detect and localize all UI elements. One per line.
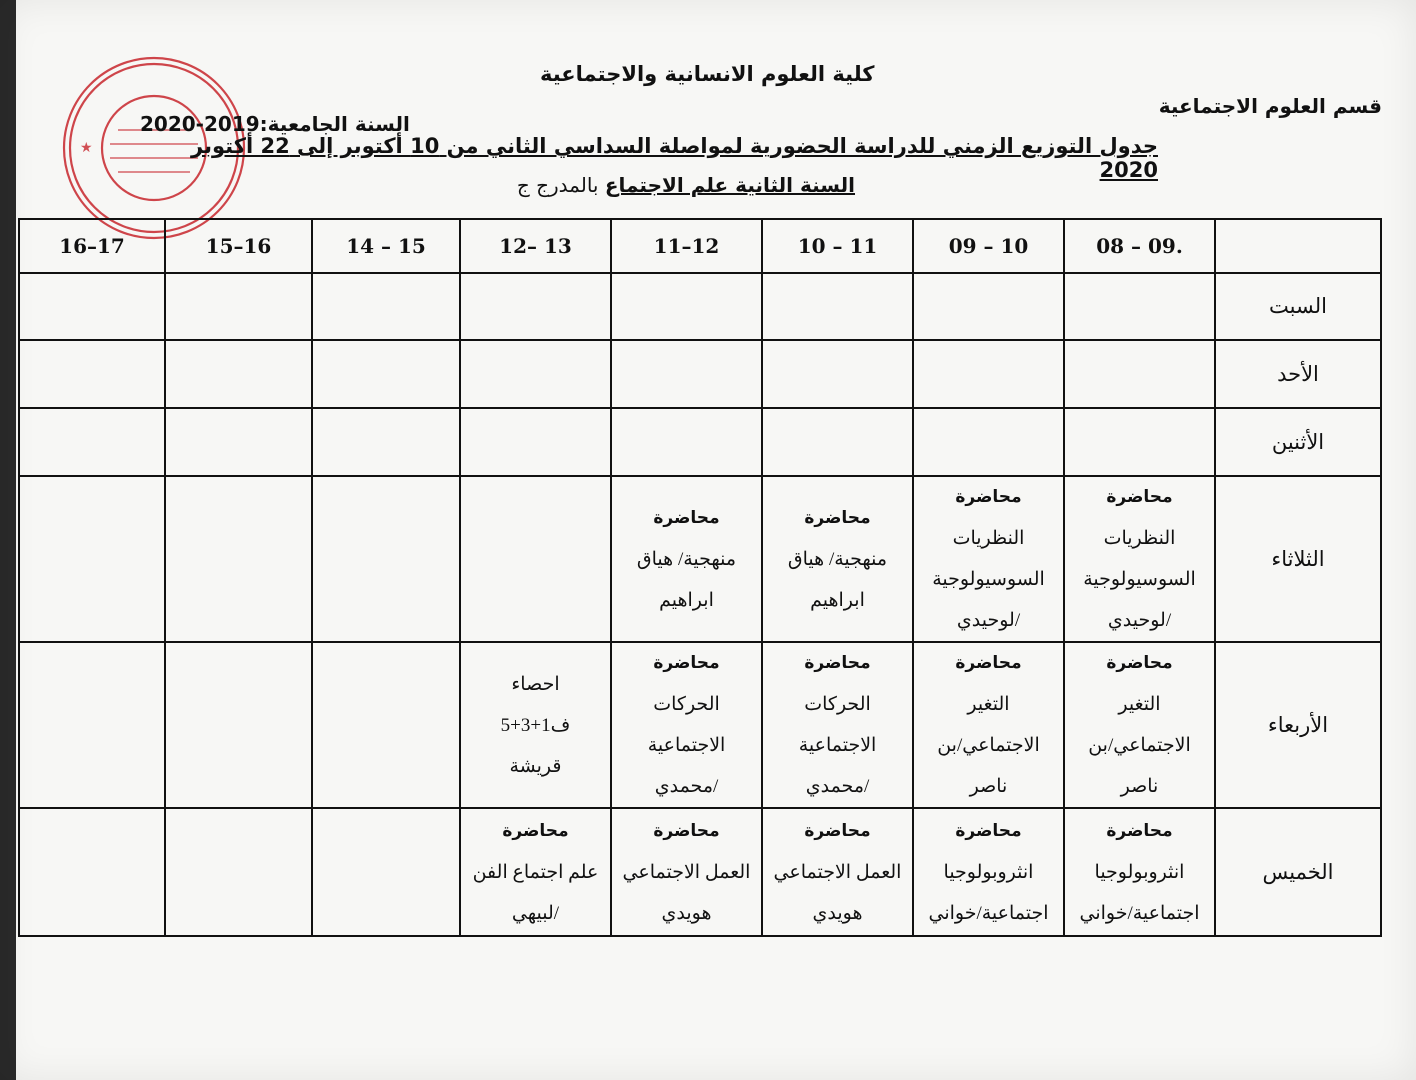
schedule-cell [913,273,1064,340]
table-row [19,273,1381,340]
session-line: التغير [967,694,1010,715]
corner-cell [1215,219,1381,273]
session-line: /لوحيدي [956,610,1021,631]
session-type: محاضرة [502,820,569,841]
session-type: محاضرة [955,820,1022,841]
session-line: السوسيولوجية [1083,569,1196,590]
session-type: محاضرة [653,507,720,528]
session-line: الاجتماعي/بن [937,735,1040,756]
schedule-cell [165,408,312,476]
session-type: محاضرة [804,653,871,673]
schedule-cell [762,476,913,642]
schedule-cell [460,808,611,936]
svg-text:★: ★ [80,140,93,156]
schedule-cell [1064,808,1215,936]
schedule-cell [611,408,762,476]
schedule-cell [165,476,312,642]
session-line: الاجتماعية [798,735,877,756]
session-type: محاضرة [653,653,720,673]
schedule-cell [762,340,913,408]
schedule-cell [165,642,312,808]
time-slot: .09 – 08 [1064,219,1215,273]
schedule-cell [611,476,762,642]
session-type: محاضرة [1106,487,1173,507]
schedule-cell [460,340,611,408]
schedule-cell [611,642,762,808]
session-line: ناصر [1120,776,1159,797]
session-line: /محمدي [654,776,719,797]
day-name: السبت [1215,273,1381,340]
table-row [19,340,1381,408]
schedule-cell [165,808,312,936]
department-name: قسم العلوم الاجتماعية [1158,94,1382,118]
time-slot: 15 – 14 [312,219,460,273]
session-line: ابراهيم [659,589,714,611]
session-line: ناصر [969,776,1008,797]
session-line: منهجية/ هياق [636,548,737,570]
session-line: الاجتماعية [647,735,726,756]
schedule-cell [1064,340,1215,408]
time-slot: 12–11 [611,219,762,273]
table-row [19,808,1381,936]
session-line: اجتماعية/خواني [928,902,1049,924]
day-name: الثلاثاء [1215,476,1381,642]
schedule-cell [460,408,611,476]
session-line: الحركات [653,694,720,715]
schedule-cell [913,808,1064,936]
schedule-cell [312,642,460,808]
session-type: محاضرة [804,507,871,528]
schedule-cell [19,273,165,340]
session-type: محاضرة [653,820,720,841]
schedule-cell [762,642,913,808]
time-slot: 17–16 [19,219,165,273]
day-name: الأثنين [1215,408,1381,476]
session-line: اجتماعية/خواني [1079,902,1200,924]
schedule-cell [312,476,460,642]
table-row [19,476,1381,642]
schedule-cell [913,642,1064,808]
schedule-cell [913,476,1064,642]
session-line: علم اجتماع الفن [472,861,599,883]
schedule-cell [1064,476,1215,642]
schedule-cell [762,808,913,936]
session-line: ابراهيم [810,589,865,611]
session-line: منهجية/ هياق [787,548,888,570]
schedule-cell [312,408,460,476]
session-line: العمل الاجتماعي [622,861,751,883]
schedule-cell [1064,273,1215,340]
schedule-cell [19,340,165,408]
schedule-cell [19,408,165,476]
schedule-title-year: 2020 [1099,158,1158,182]
session-line: التغير [1118,694,1161,715]
time-slot: 16–15 [165,219,312,273]
day-name: الخميس [1215,808,1381,936]
schedule-cell [19,808,165,936]
schedule-cell [1064,642,1215,808]
schedule-cell [460,476,611,642]
time-slot: 11 – 10 [762,219,913,273]
session-line: العمل الاجتماعي [773,861,902,883]
session-line: السوسيولوجية [932,569,1045,590]
academic-year: السنة الجامعية:2019-2020 [140,112,410,136]
session-line: انثروبولوجيا [943,861,1034,883]
schedule-cell [611,340,762,408]
schedule-cell [19,642,165,808]
schedule-cell [913,340,1064,408]
schedule-cell [312,340,460,408]
session-line: النظريات [952,528,1025,549]
session-line: ف1+3+5 [500,714,571,736]
session-type: محاضرة [1106,820,1173,841]
schedule-cell [762,273,913,340]
hall-name: بالمدرج ج [516,173,605,197]
session-type: محاضرة [955,487,1022,507]
session-type: محاضرة [1106,653,1173,673]
session-line: هويدي [812,902,863,924]
schedule-cell [611,273,762,340]
schedule-title-text: جدول التوزيع الزمني للدراسة الحضورية لمواصلة السداسي الثاني من 10 أكتوبر إلى 22 أكتوبر [191,134,1158,158]
session-line: الاجتماعي/بن [1088,735,1191,756]
schedule-cell [312,273,460,340]
schedule-cell [913,408,1064,476]
session-line: انثروبولوجيا [1094,861,1185,883]
table-row [19,642,1381,808]
schedule-cell [460,273,611,340]
session-line: الحركات [804,694,871,715]
schedule-cell [165,273,312,340]
schedule-subtitle [470,173,855,197]
schedule-cell [1064,408,1215,476]
session-line: /محمدي [805,776,870,797]
table-row [19,408,1381,476]
header-row [19,219,1381,273]
timetable [18,218,1382,937]
schedule-cell [611,808,762,936]
session-type: محاضرة [804,820,871,841]
session-line: النظريات [1103,528,1176,549]
session-line: قريشة [509,755,562,777]
session-type: احصاء [511,673,560,695]
time-slot: 13 –12 [460,219,611,273]
schedule-cell [165,340,312,408]
day-name: الأربعاء [1215,642,1381,808]
schedule-cell [312,808,460,936]
schedule-cell [19,476,165,642]
day-name: الأحد [1215,340,1381,408]
session-line: /لوحيدي [1107,610,1172,631]
schedule-cell [460,642,611,808]
session-type: محاضرة [955,653,1022,673]
time-slot: 10 – 09 [913,219,1064,273]
session-line: هويدي [661,902,712,924]
faculty-name: كلية العلوم الانسانية والاجتماعية [540,62,875,86]
schedule-cell [762,408,913,476]
scan-edge [0,0,16,1080]
session-line: /لبيهي [511,902,560,924]
class-name: السنة الثانية علم الاجتماع [604,173,855,197]
